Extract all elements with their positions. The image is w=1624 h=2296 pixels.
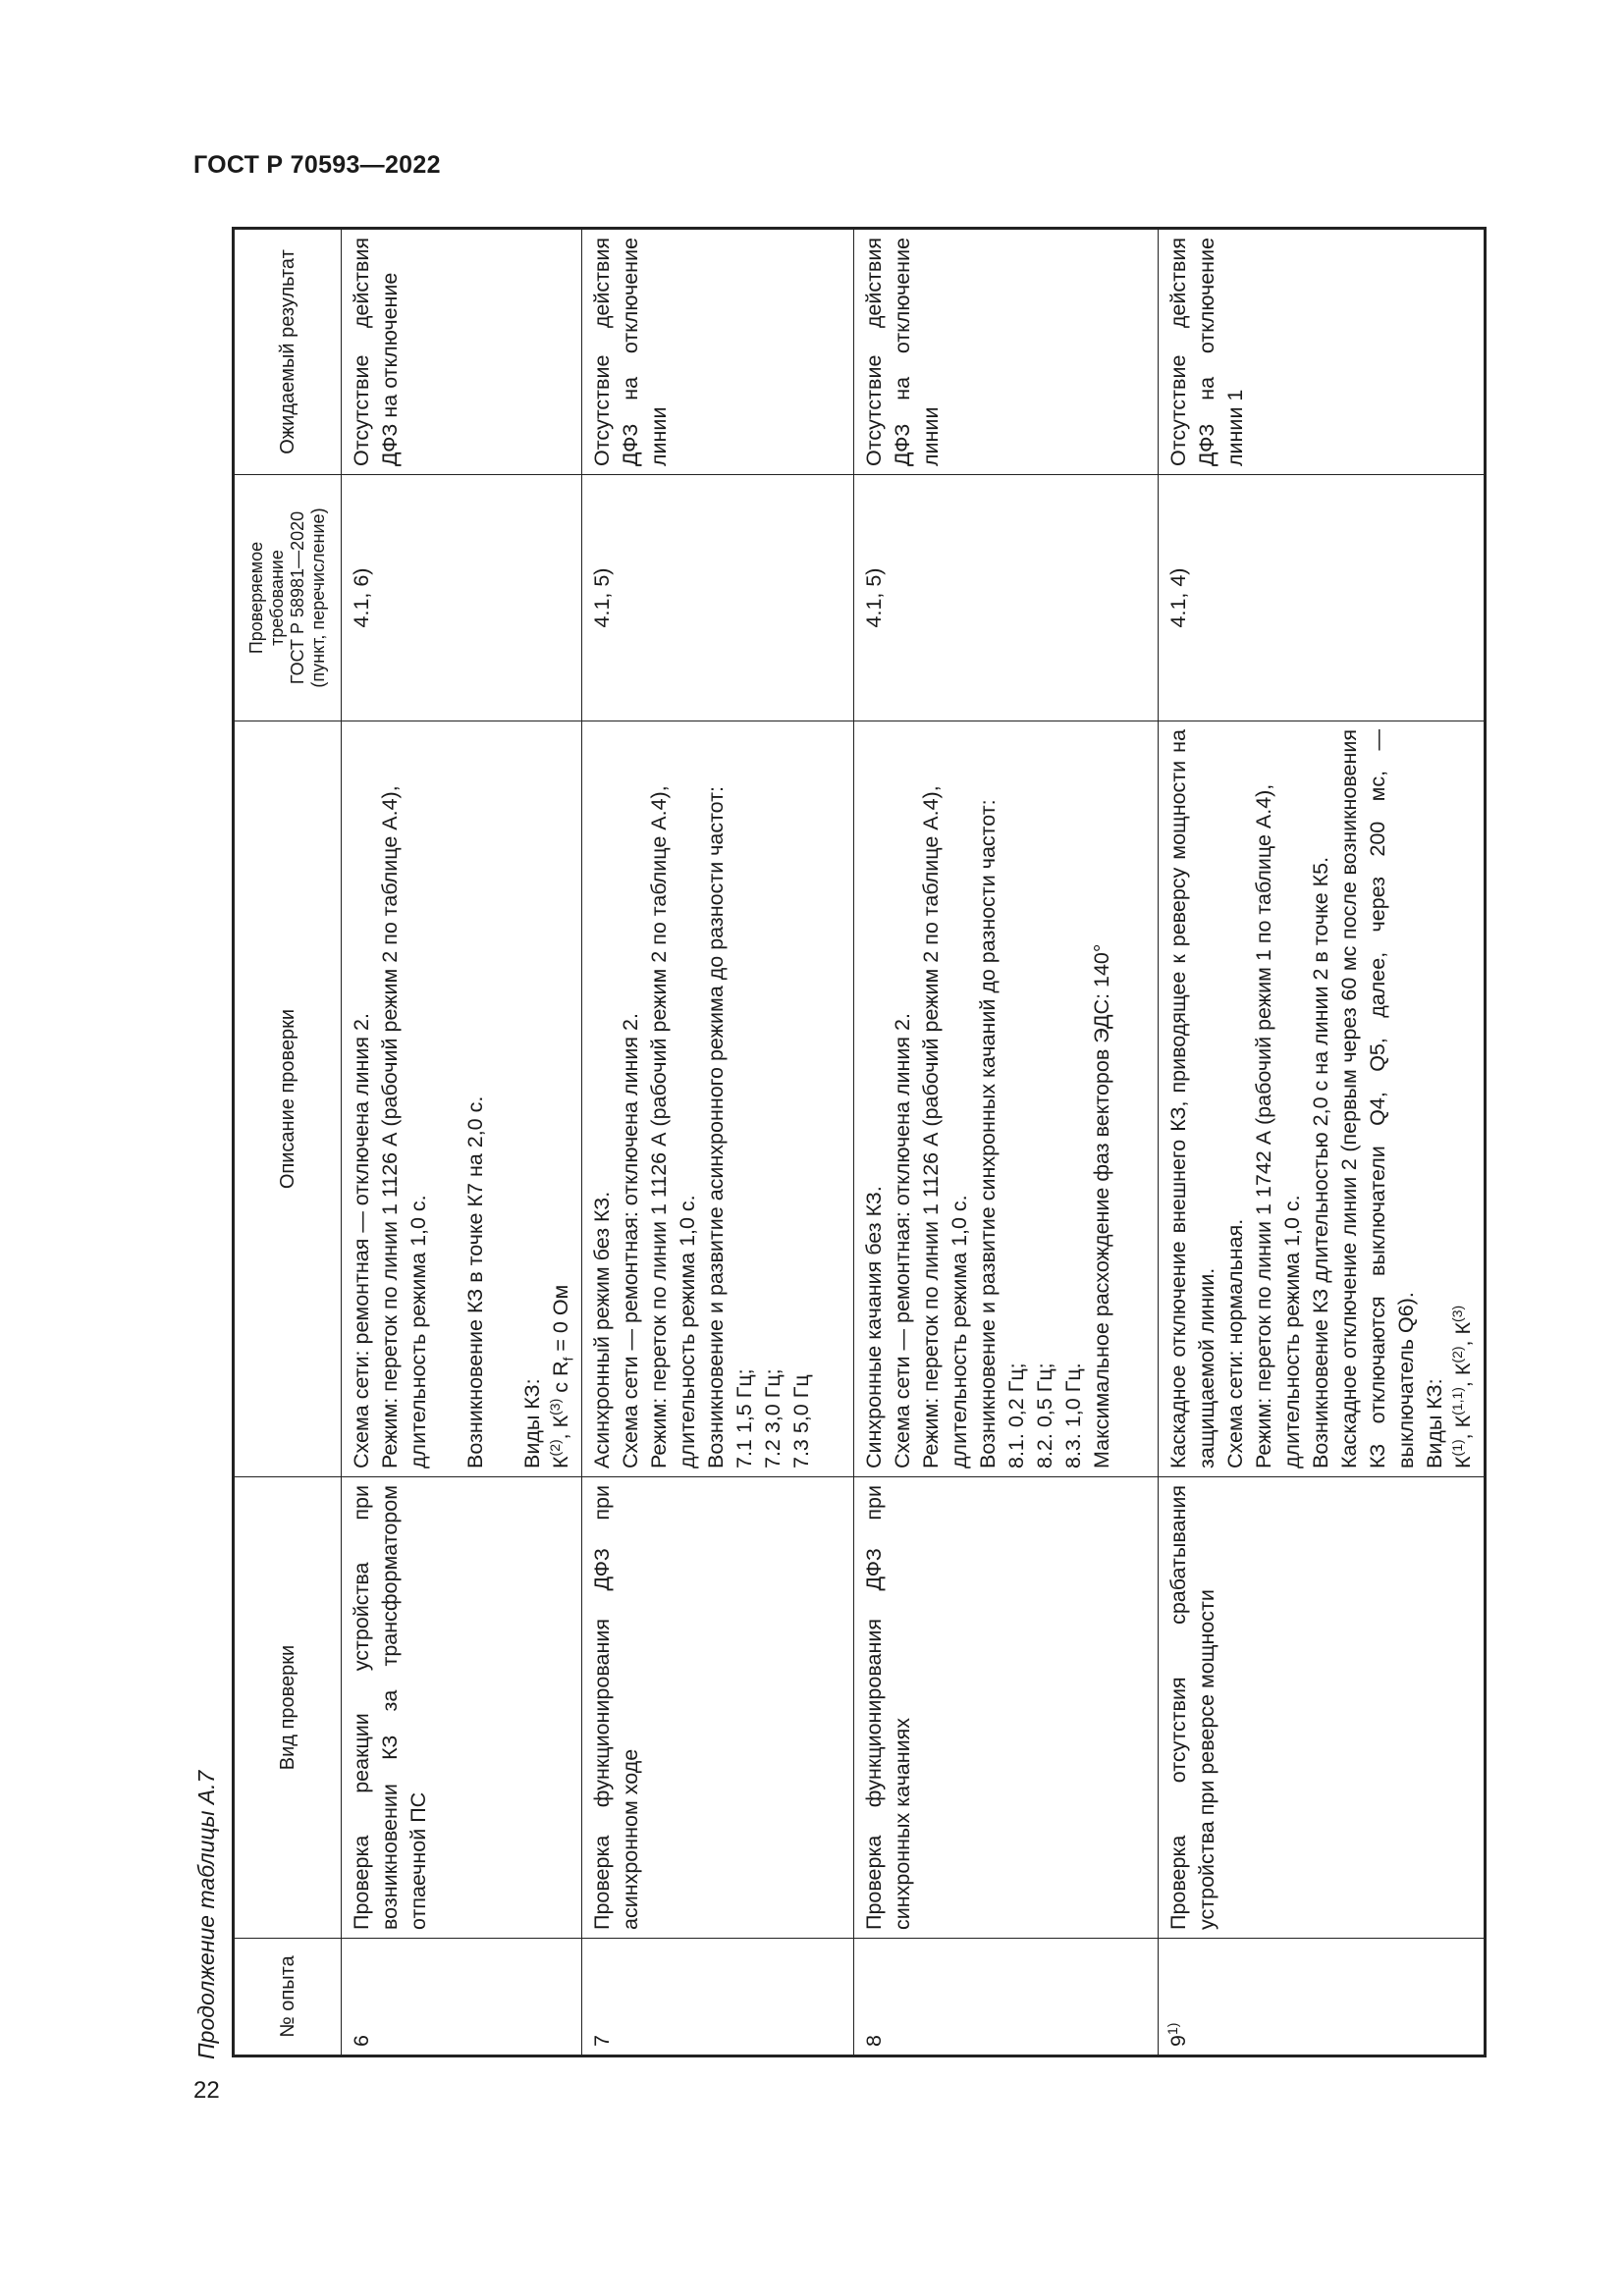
cell-desc: Каскадное отключение внешнего КЗ, приводящее к реверсу мощности на защищаемой линии. Схема сети: нормальная. Режим: переток по линии 1 1742 А (рабочий режим 1 по таблице А.4), длительность режима 1,0 с. Возникновение КЗ длительностью 2,0 с на линии 2 в точке К5. Каскадное отключение линии 2 (первым через 60 мс после возникновения КЗ отключаются выключатели Q4, Q5, далее, через 200 мс, — выключатель Q6). Виды КЗ: $К^{(1)}$, К$^{(1,1)}$, $К^{(2)}$, $К^{(3)}$ xyxy=(1159,721,1486,1477)
cell-req: 4.1, 4) xyxy=(1159,475,1486,721)
cell-type: Проверка функционирования ДФЗ при синхронных качаниях xyxy=(854,1477,1159,1939)
cell-desc: Асинхронный режим без КЗ. Схема сети — ремонтная: отключена линия 2. Режим: переток по линии 1 1126 А (рабочий режим 2 по таблице А.4), длительность режима 1,0 с. Возникновение и развитие асинхронного режима до разности частот: 7.1 1,5 Гц; 7.2 3,0 Гц; 7.3 5,0 Гц xyxy=(582,721,854,1477)
table-row xyxy=(582,229,854,2056)
cell-req: 4.1, 5) xyxy=(854,475,1159,721)
cell-result: Отсутствие действия ДФЗ на отключение xyxy=(342,229,582,475)
table-row xyxy=(342,229,582,2056)
cell-num: 9$^{1)}$ xyxy=(1159,1939,1486,2056)
table-row xyxy=(854,229,1159,2056)
cell-result: Отсутствие действия ДФЗ на отключение линии 1 xyxy=(1159,229,1486,475)
cell-num: 6 xyxy=(342,1939,582,2056)
cell-type: Проверка отсутствия срабатывания устройства при реверсе мощности xyxy=(1159,1477,1486,1939)
col-header-req: Проверяемое требование ГОСТ Р 58981—2020 (пункт, перечисление) xyxy=(234,475,342,721)
cell-type: Проверка функционирования ДФЗ при асинхронном ходе xyxy=(582,1477,854,1939)
cell-req: 4.1, 5) xyxy=(582,475,854,721)
col-header-result: Ожидаемый результат xyxy=(234,229,342,475)
cell-req: 4.1, 6) xyxy=(342,475,582,721)
rotated-table-container xyxy=(232,230,1479,2057)
col-header-type: Вид проверки xyxy=(234,1477,342,1939)
col-header-num: № опыта xyxy=(234,1939,342,2056)
cell-desc: Схема сети: ремонтная — отключена линия 2. Режим: переток по линии 1 1126 А (рабочий режим 2 по таблице А.4), длительность режима 1,0 с. Возникновение КЗ в точке К7 на 2,0 с. Виды КЗ: $К^{(2)}$, $К^{(3)}$ с $R_f = 0$ Ом xyxy=(342,721,582,1477)
test-table xyxy=(232,227,1487,2057)
cell-type: Проверка реакции устройства при возникновении КЗ за трансформатором отпаечной ПС xyxy=(342,1477,582,1939)
document-header: ГОСТ Р 70593—2022 xyxy=(193,151,441,179)
table-header-row xyxy=(234,229,342,2056)
cell-result: Отсутствие действия ДФЗ на отключение линии xyxy=(582,229,854,475)
cell-num: 7 xyxy=(582,1939,854,2056)
cell-desc: Синхронные качания без КЗ. Схема сети — ремонтная: отключена линия 2. Режим: переток по линии 1 1126 А (рабочий режим 2 по таблице А.4), длительность режима 1,0 с. Возникновение и развитие синхронных качаний до разности частот: 8.1. 0,2 Гц; 8.2. 0,5 Гц; 8.3. 1,0 Гц. Максимальное расхождение фаз векторов ЭДС: 140° xyxy=(854,721,1159,1477)
page-number: 22 xyxy=(193,2077,220,2104)
cell-num: 8 xyxy=(854,1939,1159,2056)
cell-result: Отсутствие действия ДФЗ на отключение линии xyxy=(854,229,1159,475)
col-header-desc: Описание проверки xyxy=(234,721,342,1477)
kz-types-line: $К^{(2)}$, $К^{(3)}$ с $R_f = 0$ Ом xyxy=(546,1284,576,1468)
kz-types-line: $К^{(1)}$, К$^{(1,1)}$, $К^{(2)}$, $К^{(3)}$ xyxy=(1448,1305,1475,1468)
table-row xyxy=(1159,229,1486,2056)
